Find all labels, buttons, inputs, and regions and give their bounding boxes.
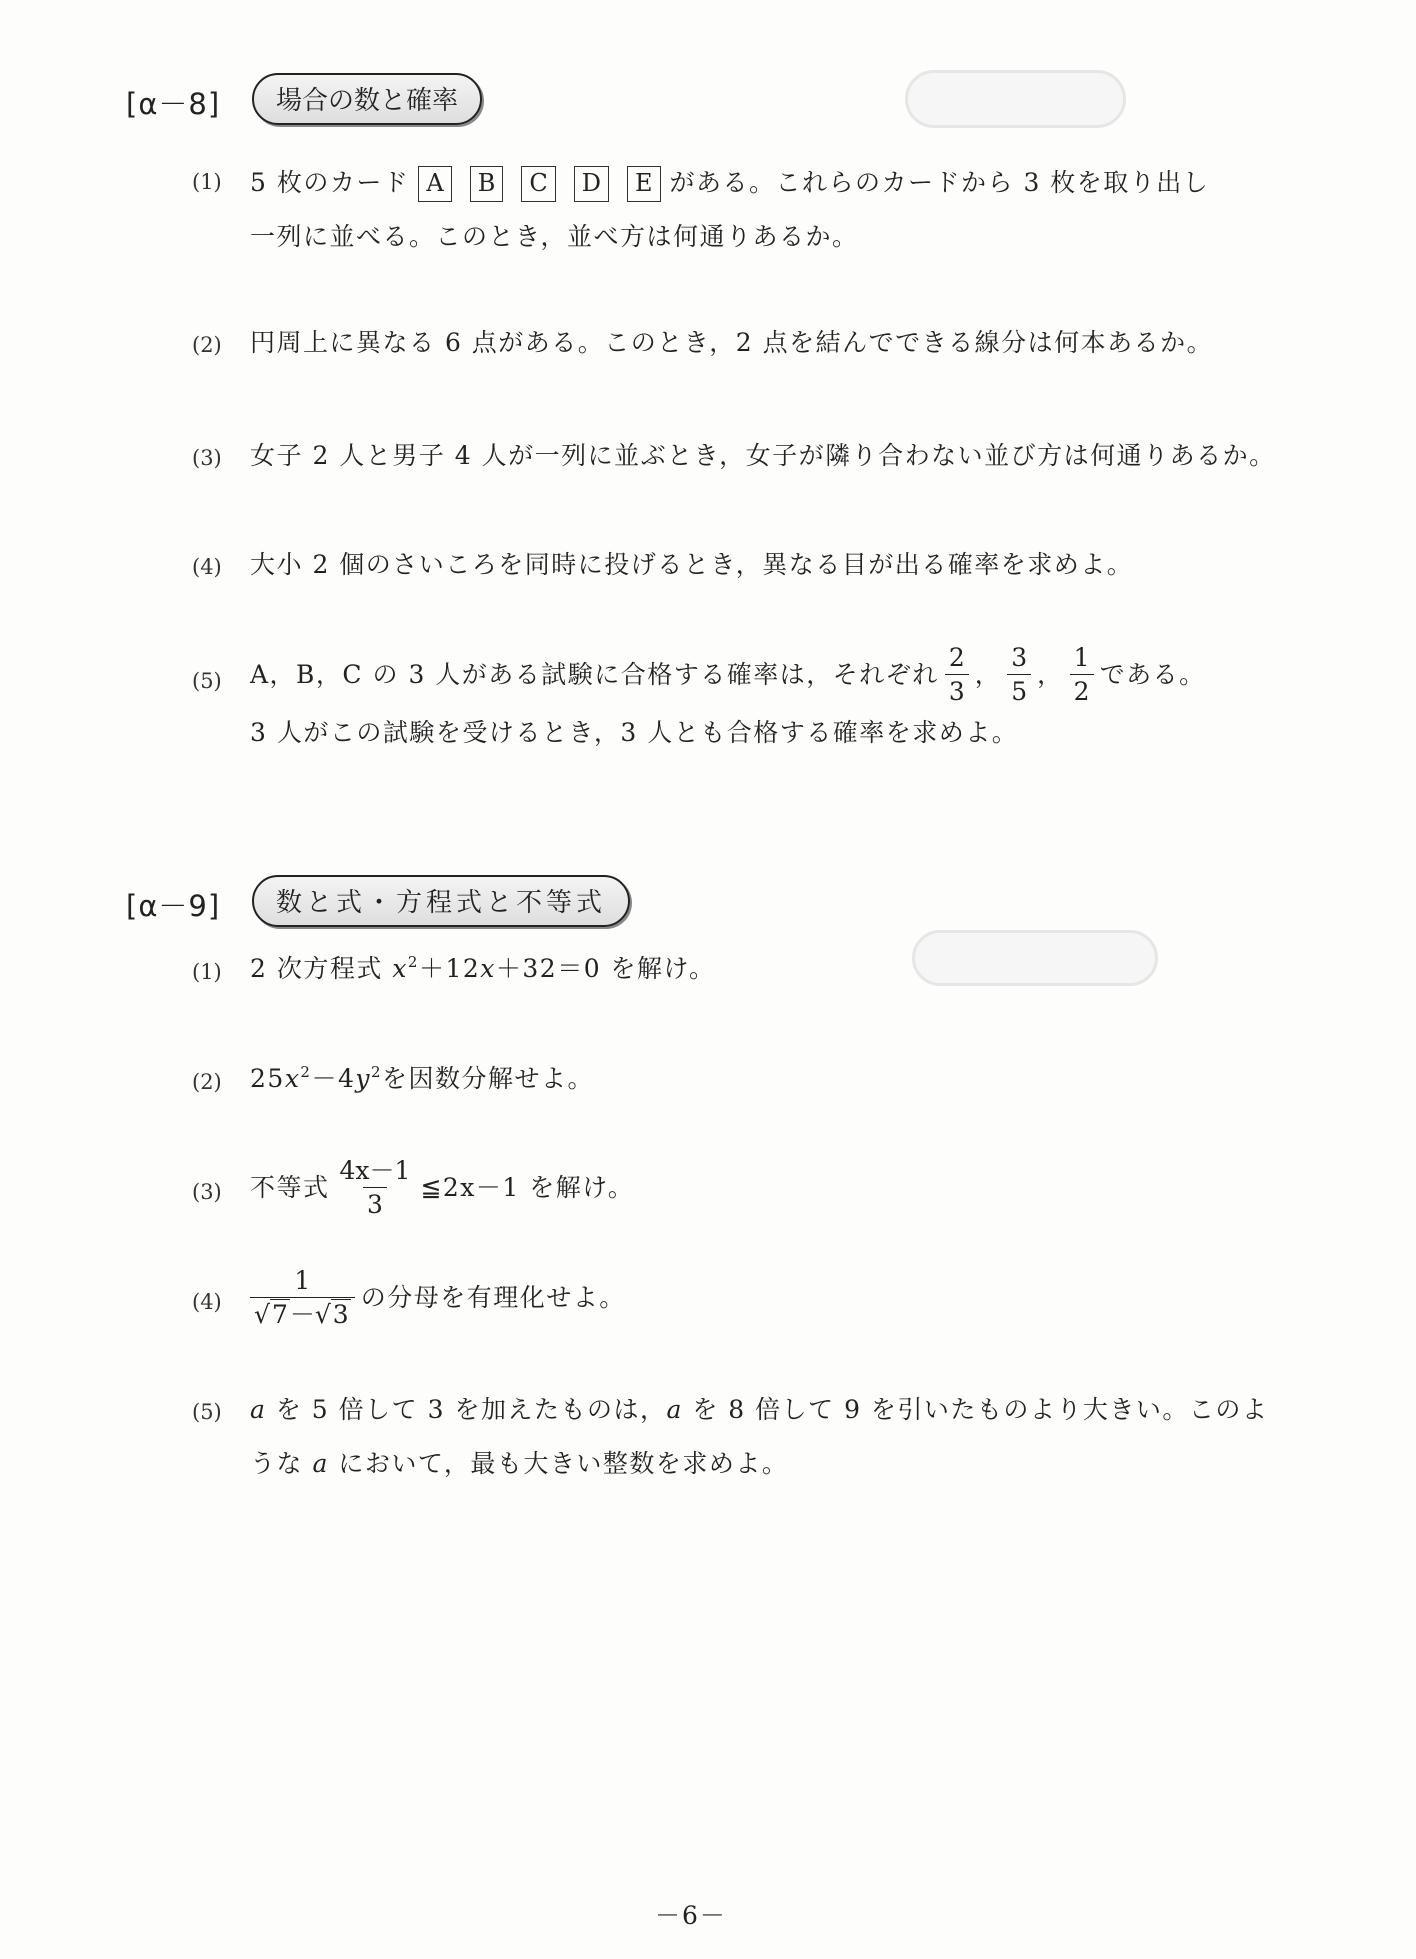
section-8-title: 場合の数と確率 [252,73,482,125]
problem-8-5-pre: A，B，C の 3 人がある試験に合格する確率は，それぞれ [250,660,939,689]
card-b: B [470,166,504,202]
problem-9-5-seg2: を 8 倍して 9 を引いたものより大きい。このよ [692,1395,1269,1424]
term: －4 [311,1064,356,1093]
var-a: a [666,1395,683,1424]
problem-9-5-seg1: を 5 倍して 3 を加えたものは， [275,1395,667,1424]
problem-8-5-post: である。 [1099,660,1206,689]
problem-8-3-text: 女子 2 人と男子 4 人が一列に並ぶとき，女子が隣り合わない並び方は何通りあるか。 [250,441,1276,470]
problem-9-4-number: (4) [192,1290,222,1314]
bleed-through-box [912,930,1158,986]
card-a: A [418,166,451,202]
comma: ， [974,660,1002,689]
problem-8-5-number: (5) [192,669,222,693]
problem-8-1-number: (1) [192,170,222,194]
problem-9-5-line2-post: において，最も大きい整数を求めよ。 [338,1449,789,1478]
fraction-2-3: $\frac{2}{3}$ [945,645,969,704]
card-e: E [627,166,661,202]
problem-8-3-number: (3) [192,446,222,470]
var-y: y [355,1064,371,1093]
problem-9-2-text [250,1063,595,1093]
problem-8-1-line2: 一列に並べる。このとき，並べ方は何通りあるか。 [250,222,859,251]
problem-9-3-pre: 不等式 [250,1173,330,1202]
problem-8-5-line2: 3 人がこの試験を受けるとき，3 人とも合格する確率を求めよ。 [250,718,1019,747]
denominator: √7－√3 [250,1297,355,1327]
page-number: －6－ [655,1901,727,1930]
var-x: x [392,954,408,983]
problem-9-1-tail: ＋32＝0 を解け。 [495,954,716,983]
problem-9-1-text [250,953,716,983]
problem-8-2-text: 円周上に異なる 6 点がある。このとき，2 点を結んでできる線分は何本あるか。 [250,328,1214,357]
problem-9-5-line2 [250,1451,788,1476]
coefficient: 25 [250,1064,285,1093]
section-9-title: 数と式・方程式と不等式 [252,875,630,927]
problem-9-4-text [250,1268,626,1327]
var-x: x [480,954,496,983]
section-8-label: [α－8] [126,87,221,121]
problem-9-5-line2-pre: うな [250,1449,304,1478]
problem-9-2-number: (2) [192,1070,222,1094]
problem-9-5-line1 [250,1397,1268,1422]
section-9-label: [α－9] [126,889,221,923]
problem-8-1-line1 [250,166,1209,202]
problem-9-3-text [250,1158,634,1217]
problem-8-1-post: がある。これらのカードから 3 枚を取り出し [669,168,1210,197]
problem-8-4-text: 大小 2 個のさいころを同時に投げるとき，異なる目が出る確率を求めよ。 [250,550,1134,579]
problem-9-1-number: (1) [192,960,222,984]
problem-8-5-line1 [250,645,1206,704]
exponent: 2 [407,953,419,971]
problem-9-3-rhs: ≦2x－1 を解け。 [420,1173,635,1202]
problem-8-4-number: (4) [192,555,222,579]
comma: ， [1037,660,1064,689]
problem-8-1-pre: 5 枚のカード [250,168,410,197]
var-a: a [250,1395,267,1424]
bleed-through-box [905,70,1126,128]
exponent: 2 [300,1063,312,1081]
term: ＋12 [418,954,481,983]
fraction-1-2: $\frac{1}{2}$ [1070,645,1094,704]
problem-9-4-tail: の分母を有理化せよ。 [360,1283,626,1312]
problem-9-1-pre: 2 次方程式 [250,954,383,983]
problem-9-2-tail: を因数分解せよ。 [382,1064,595,1093]
problem-9-5-number: (5) [192,1400,222,1424]
var-x: x [284,1064,301,1093]
fraction-3-5: $\frac{3}{5}$ [1007,645,1031,704]
card-d: D [574,166,609,202]
problem-9-3-number: (3) [192,1180,222,1204]
var-a: a [312,1449,329,1478]
exponent: 2 [371,1063,383,1081]
fraction-4x-1-over-3: $\frac{4x-1}{3}$ [339,1156,411,1219]
fraction-1-over-sqrt-difference: $\frac{1}{√7-√3}$ [250,1268,355,1327]
card-c: C [521,166,555,202]
problem-8-2-number: (2) [192,333,222,357]
